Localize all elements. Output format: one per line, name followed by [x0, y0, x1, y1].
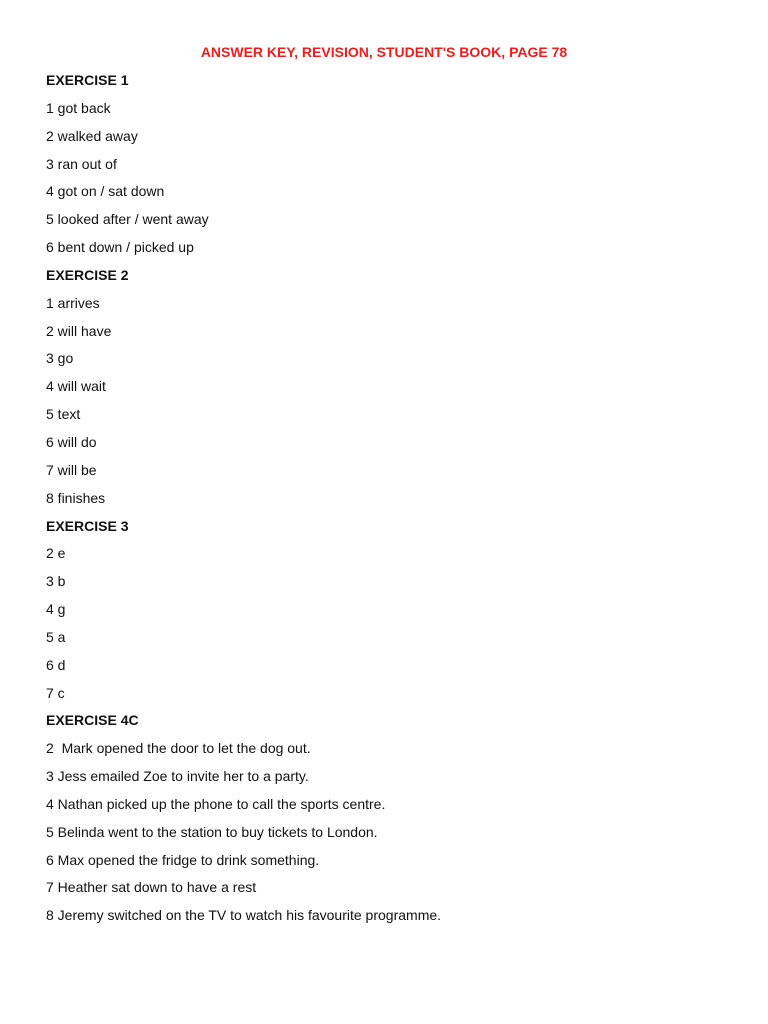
answer-line: 6 d — [46, 656, 66, 673]
answer-line: 3 go — [46, 350, 74, 367]
answer-line: 2 walked away — [46, 127, 138, 144]
answer-line: 5 text — [46, 406, 81, 423]
answer-line: 7 will be — [46, 461, 97, 478]
answer-line: 6 Max opened the fridge to drink something. — [46, 851, 320, 868]
answer-line: 4 got on / sat down — [46, 183, 165, 200]
answer-line: 2 will have — [46, 322, 112, 339]
exercise-heading: EXERCISE 4C — [46, 712, 139, 729]
answer-line: 5 Belinda went to the station to buy tickets to London. — [46, 823, 378, 840]
document-title: ANSWER KEY, REVISION, STUDENT'S BOOK, PAGE 78 — [200, 44, 568, 60]
answer-line: 3 Jess emailed Zoe to invite her to a party. — [46, 768, 309, 785]
answer-line: 5 a — [46, 628, 66, 645]
answer-line: 7 Heather sat down to have a rest — [46, 879, 257, 896]
exercise-heading: EXERCISE 3 — [46, 517, 129, 534]
answer-line: 8 finishes — [46, 489, 106, 506]
exercise-heading: EXERCISE 1 — [46, 72, 129, 88]
answer-line: 3 b — [46, 573, 66, 590]
answer-line: 2 e — [46, 545, 66, 562]
answer-line: 8 Jeremy switched on the TV to watch his favourite programme. — [46, 907, 442, 924]
answer-line: 5 looked after / went away — [46, 211, 209, 228]
answer-line: 6 bent down / picked up — [46, 239, 194, 256]
answer-line: 4 will wait — [46, 378, 106, 395]
answer-line: 1 got back — [46, 99, 111, 116]
answer-line: 6 will do — [46, 433, 97, 450]
exercise-heading: EXERCISE 2 — [46, 266, 129, 283]
answer-line: 2 Mark opened the door to let the dog out. — [46, 740, 311, 757]
answer-line: 4 Nathan picked up the phone to call the sports centre. — [46, 795, 386, 812]
answer-line: 3 ran out of — [46, 155, 117, 172]
document-body — [46, 69, 726, 932]
answer-line: 1 arrives — [46, 294, 100, 311]
answer-line: 4 g — [46, 601, 66, 618]
answer-line: 7 c — [46, 684, 65, 701]
